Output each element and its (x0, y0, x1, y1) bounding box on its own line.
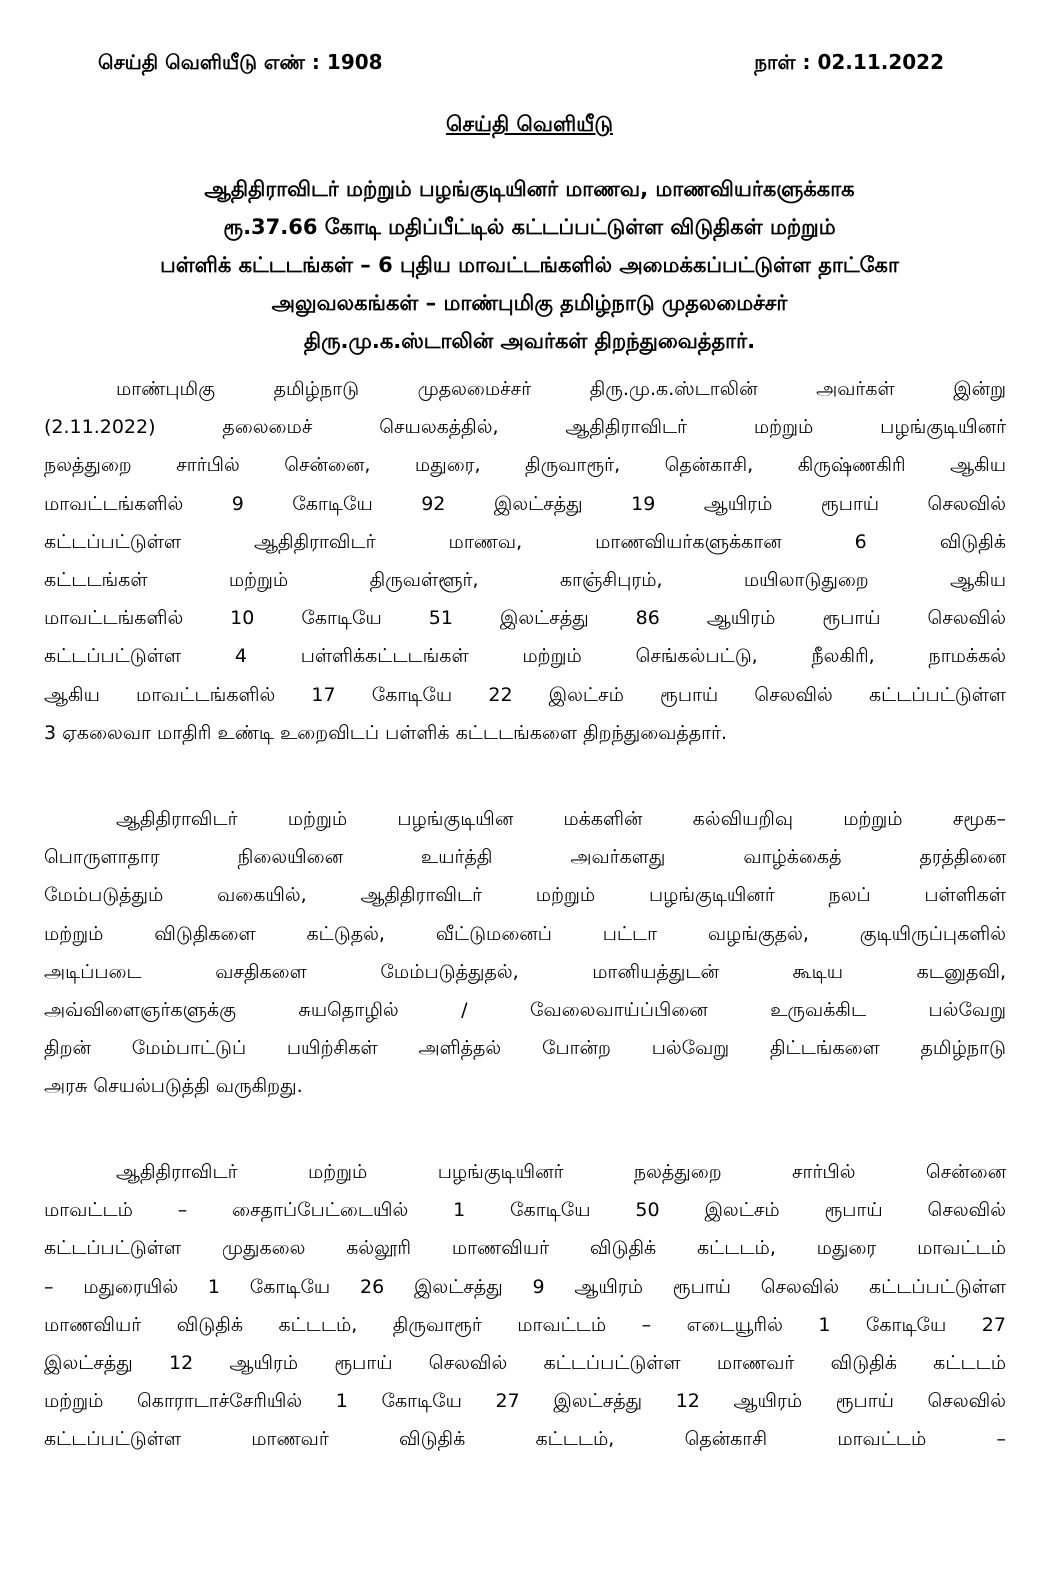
headline-line: ரூ.37.66 கோடி மதிப்பீட்டில் கட்டப்பட்டுள்ள விடுதிகள் மற்றும் (223, 215, 836, 239)
paragraph-line: – மதுரையில் 1 கோடியே 26 இலட்சத்து 9 ஆயிரம் ரூபாய் செலவில் கட்டப்பட்டுள்ள (44, 1275, 1006, 1298)
paragraph-line: ஆகிய மாவட்டங்களில் 17 கோடியே 22 இலட்சம் ரூபாய் செலவில் கட்டப்பட்டுள்ள (44, 683, 1006, 706)
paragraph-line: கட்டப்பட்டுள்ள 4 பள்ளிக்கட்டடங்கள் மற்றும் செங்கல்பட்டு, நீலகிரி, நாமக்கல் (44, 645, 1006, 668)
paragraph-2 (44, 800, 1006, 1106)
headline (40, 170, 1019, 360)
headline-line: அலுவலகங்கள் – மாண்புமிகு தமிழ்நாடு முதலமைச்சர் (271, 291, 788, 315)
paragraph-line: மற்றும் விடுதிகளை கட்டுதல், வீட்டுமனைப் பட்டா வழங்குதல், குடியிருப்புகளில் (44, 922, 1006, 945)
paragraph-line: அவ்விளைஞர்களுக்கு சுயதொழில் / வேலைவாய்ப்பினை உருவக்கிட பல்வேறு (44, 999, 1006, 1022)
paragraph-line: மற்றும் கொராடாச்சேரியில் 1 கோடியே 27 இலட்சத்து 12 ஆயிரம் ரூபாய் செலவில் (44, 1390, 1006, 1413)
paragraph-line: ஆதிதிராவிடர் மற்றும் பழங்குடியின மக்களின் கல்வியறிவு மற்றும் சமூக– (116, 808, 1006, 830)
release-number: செய்தி வெளியீடு எண் : 1908 (98, 50, 383, 74)
headline-line: பள்ளிக் கட்டடங்கள் – 6 புதிய மாவட்டங்களில் அமைக்கப்பட்டுள்ள தாட்கோ (160, 253, 899, 277)
paragraph-line: இலட்சத்து 12 ஆயிரம் ரூபாய் செலவில் கட்டப்பட்டுள்ள மாணவர் விடுதிக் கட்டடம் (44, 1352, 1006, 1375)
paragraph-line: கட்டப்பட்டுள்ள மாணவர் விடுதிக் கட்டடம், தென்காசி மாவட்டம் – (44, 1428, 1006, 1451)
paragraph-3 (44, 1153, 1006, 1459)
paragraph-line: அரசு செயல்படுத்தி வருகிறது. (44, 1075, 303, 1098)
paragraph-line: பொருளாதார நிலையினை உயர்த்தி அவர்களது வாழ்க்கைத் தரத்தினை (44, 846, 1006, 869)
paragraph-line: மாண்புமிகு தமிழ்நாடு முதலமைச்சர் திரு.மு.க.ஸ்டாலின் அவர்கள் இன்று (116, 378, 1006, 400)
paragraph-line: ஆதிதிராவிடர் மற்றும் பழங்குடியினர் நலத்துறை சார்பில் சென்னை (116, 1161, 1006, 1183)
paragraph-1 (44, 370, 1006, 752)
paragraph-line: திறன் மேம்பாட்டுப் பயிற்சிகள் அளித்தல் போன்ற பல்வேறு திட்டங்களை தமிழ்நாடு (44, 1037, 1006, 1060)
paragraph-line: அடிப்படை வசதிகளை மேம்படுத்துதல், மானியத்துடன் கூடிய கடனுதவி, (44, 960, 1006, 983)
paragraph-line: மாவட்டம் – சைதாப்பேட்டையில் 1 கோடியே 50 இலட்சம் ரூபாய் செலவில் (44, 1199, 1006, 1222)
paragraph-line: (2.11.2022) தலைமைச் செயலகத்தில், ஆதிதிராவிடர் மற்றும் பழங்குடியினர் (44, 416, 1006, 439)
document-title: செய்தி வெளியீடு (446, 112, 613, 136)
headline-line: திரு.மு.க.ஸ்டாலின் அவர்கள் திறந்துவைத்தார். (303, 329, 756, 353)
headline-line: ஆதிதிராவிடர் மற்றும் பழங்குடியினர் மாணவ, மாணவியர்களுக்காக (204, 177, 855, 201)
paragraph-line: 3 ஏகலைவா மாதிரி உண்டி உறைவிடப் பள்ளிக் கட்டடங்களை திறந்துவைத்தார். (44, 721, 728, 744)
paragraph-line: கட்டடங்கள் மற்றும் திருவள்ளூர், காஞ்சிபுரம், மயிலாடுதுறை ஆகிய (44, 569, 1006, 592)
paragraph-line: கட்டப்பட்டுள்ள ஆதிதிராவிடர் மாணவ, மாணவியர்களுக்கான 6 விடுதிக் (44, 530, 1006, 553)
paragraph-line: மாவட்டங்களில் 9 கோடியே 92 இலட்சத்து 19 ஆயிரம் ரூபாய் செலவில் (44, 492, 1006, 515)
paragraph-line: கட்டப்பட்டுள்ள முதுகலை கல்லூரி மாணவியர் விடுதிக் கட்டடம், மதுரை மாவட்டம் (44, 1237, 1006, 1260)
paragraph-line: மேம்படுத்தும் வகையில், ஆதிதிராவிடர் மற்றும் பழங்குடியினர் நலப் பள்ளிகள் (44, 884, 1006, 907)
release-date: நாள் : 02.11.2022 (754, 50, 944, 74)
paragraph-line: மாவட்டங்களில் 10 கோடியே 51 இலட்சத்து 86 ஆயிரம் ரூபாய் செலவில் (44, 607, 1006, 630)
paragraph-line: நலத்துறை சார்பில் சென்னை, மதுரை, திருவாரூர், தென்காசி, கிருஷ்ணகிரி ஆகிய (44, 454, 1006, 477)
paragraph-line: மாணவியர் விடுதிக் கட்டடம், திருவாரூர் மாவட்டம் – எடையூரில் 1 கோடியே 27 (44, 1313, 1006, 1336)
